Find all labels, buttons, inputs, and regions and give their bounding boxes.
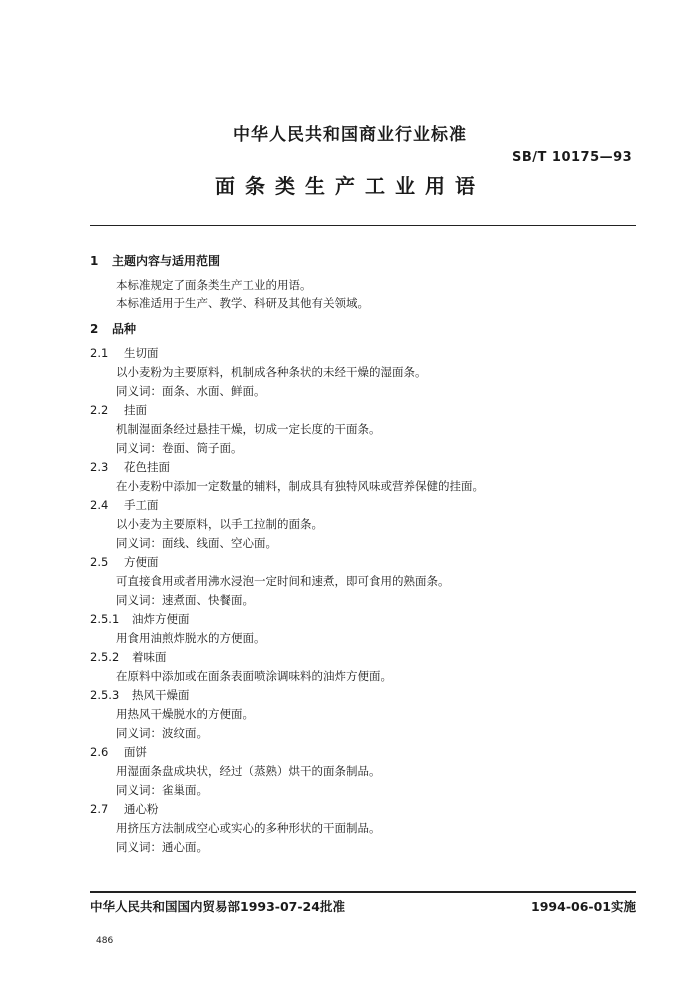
term-number: 2.6 xyxy=(90,745,109,759)
term-heading xyxy=(90,401,636,420)
term-definition: 可直接食用或者用沸水浸泡一定时间和速煮，即可食用的熟面条。 xyxy=(116,574,450,588)
term-definition: 同义词：速煮面、快餐面。 xyxy=(116,593,254,607)
term-definition: 以小麦粉为主要原料，机制成各种条状的未经干燥的湿面条。 xyxy=(116,365,427,379)
term-name: 油炸方便面 xyxy=(132,612,190,626)
header-rule xyxy=(90,225,636,226)
paragraph: 本标准适用于生产、教学、科研及其他有关领域。 xyxy=(116,296,369,310)
section-1-heading xyxy=(90,252,636,270)
term-number: 2.5.2 xyxy=(90,650,120,664)
term-name: 手工面 xyxy=(124,498,159,512)
term-definition: 同义词：面条、水面、鲜面。 xyxy=(116,384,266,398)
term-definition: 同义词：雀巢面。 xyxy=(116,783,208,797)
term-heading xyxy=(90,344,636,363)
term-name: 挂面 xyxy=(124,403,147,417)
term-heading xyxy=(90,496,636,515)
term-number: 2.5.3 xyxy=(90,688,120,702)
term-name: 面饼 xyxy=(124,745,147,759)
term-name: 着味面 xyxy=(132,650,167,664)
section-1 xyxy=(90,252,636,312)
term-name: 方便面 xyxy=(124,555,159,569)
page-number: 486 xyxy=(96,936,114,946)
term-definition: 用挤压方法制成空心或实心的多种形状的干面制品。 xyxy=(116,821,381,835)
term-name: 热风干燥面 xyxy=(132,688,190,702)
term-name: 生切面 xyxy=(124,346,159,360)
term-definition: 机制湿面条经过悬挂干燥，切成一定长度的干面条。 xyxy=(116,422,381,436)
term-heading xyxy=(90,686,636,705)
term-number: 2.4 xyxy=(90,498,109,512)
term-heading xyxy=(90,553,636,572)
section-2 xyxy=(90,320,636,857)
term-heading xyxy=(90,610,636,629)
term-name: 花色挂面 xyxy=(124,460,170,474)
term-definition: 用湿面条盘成块状，经过（蒸熟）烘干的面条制品。 xyxy=(116,764,381,778)
term-definition: 同义词：卷面、筒子面。 xyxy=(116,441,243,455)
standard-type: 中华人民共和国商业行业标准 xyxy=(233,125,467,145)
term-definition: 同义词：波纹面。 xyxy=(116,726,208,740)
paragraph: 本标准规定了面条类生产工业的用语。 xyxy=(116,278,312,292)
term-heading xyxy=(90,800,636,819)
section-title: 主题内容与适用范围 xyxy=(112,254,221,268)
term-number: 2.3 xyxy=(90,460,109,474)
term-number: 2.2 xyxy=(90,403,109,417)
section-number: 1 xyxy=(90,254,99,268)
section-2-heading xyxy=(90,320,636,338)
term-heading xyxy=(90,743,636,762)
term-definition: 同义词：通心面。 xyxy=(116,840,208,854)
term-definition: 同义词：面线、线面、空心面。 xyxy=(116,536,277,550)
term-definition: 在小麦粉中添加一定数量的辅料，制成具有独特风味或营养保健的挂面。 xyxy=(116,479,484,493)
footer-rule xyxy=(90,891,636,893)
term-number: 2.1 xyxy=(90,346,109,360)
term-definition: 用食用油煎炸脱水的方便面。 xyxy=(116,631,266,645)
term-heading xyxy=(90,648,636,667)
term-definition: 以小麦为主要原料，以手工拉制的面条。 xyxy=(116,517,323,531)
standard-number: SB/T 10175—93 xyxy=(512,150,633,165)
term-number: 2.7 xyxy=(90,802,109,816)
term-name: 通心粉 xyxy=(124,802,159,816)
section-number: 2 xyxy=(90,322,99,336)
document-title: 面条类生产工业用语 xyxy=(215,174,485,198)
term-heading xyxy=(90,458,636,477)
document-body xyxy=(90,252,636,857)
term-number: 2.5.1 xyxy=(90,612,120,626)
term-definition: 在原料中添加或在面条表面喷涂调味料的油炸方便面。 xyxy=(116,669,392,683)
section-title: 品种 xyxy=(112,322,137,336)
implementation-date: 1994-06-01实施 xyxy=(531,899,636,914)
term-definition: 用热风干燥脱水的方便面。 xyxy=(116,707,254,721)
approval-line: 中华人民共和国国内贸易部1993-07-24批准 xyxy=(90,899,345,914)
term-list xyxy=(90,344,636,857)
term-number: 2.5 xyxy=(90,555,109,569)
